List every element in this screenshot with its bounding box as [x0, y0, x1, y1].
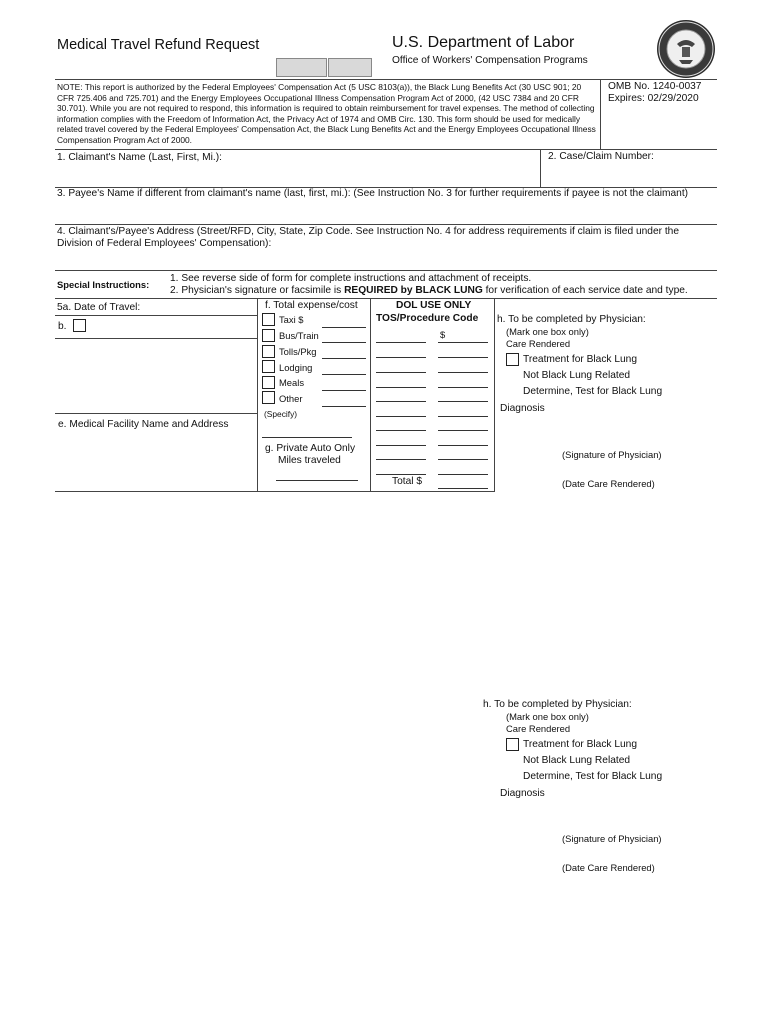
amt-line-4: [438, 387, 488, 388]
dol-dollar-sign: $: [440, 329, 446, 340]
rule-top: [55, 79, 717, 80]
form-title: Medical Travel Refund Request: [57, 37, 260, 53]
not-black-lung-label-2: Not Black Lung Related: [523, 755, 631, 766]
physician-title: h. To be completed by Physician:: [497, 314, 646, 325]
treatment-black-lung-checkbox[interactable]: [506, 353, 519, 366]
special-instructions-label: Special Instructions:: [57, 279, 150, 290]
determine-test-label-2: Determine, Test for Black Lung: [523, 771, 663, 782]
taxi-checkbox[interactable]: [262, 313, 275, 326]
physician-care-rendered-2: Care Rendered: [506, 723, 571, 734]
bus-train-checkbox[interactable]: [262, 329, 275, 342]
other-checkbox[interactable]: [262, 391, 275, 404]
special-instruction-1: 1. See reverse side of form for complete instructions and attachment of receipts.: [170, 273, 532, 284]
diagnosis-field-2[interactable]: Diagnosis: [500, 788, 545, 799]
tos-line-9: [376, 459, 426, 460]
tos-line-8: [376, 445, 426, 446]
tos-line-7: [376, 430, 426, 431]
amt-line-2: [438, 357, 488, 358]
physician-title-2: h. To be completed by Physician:: [483, 699, 632, 710]
bus-train-label: Bus/Train: [279, 330, 319, 341]
special-instruction-2: [170, 285, 688, 297]
rule-1: [55, 149, 717, 150]
rule-date: [55, 315, 257, 316]
amt-line-8: [438, 445, 488, 446]
agency-name: U.S. Department of Labor: [392, 34, 575, 51]
bus-train-amount-line: [322, 342, 366, 343]
date-care-rendered-field[interactable]: (Date Care Rendered): [562, 478, 655, 489]
physician-signature-field[interactable]: (Signature of Physician): [562, 449, 662, 460]
date-of-travel-field[interactable]: 5a. Date of Travel:: [57, 302, 141, 313]
rule-table-top: [55, 298, 717, 299]
taxi-label: Taxi $: [279, 314, 304, 325]
amt-line-9: [438, 459, 488, 460]
rule-case-divider: [540, 149, 541, 187]
tos-line-3: [376, 372, 426, 373]
rule-b: [55, 338, 257, 339]
tolls-checkbox[interactable]: [262, 345, 275, 358]
rule-col-a: [257, 298, 258, 491]
lodging-amount-line: [322, 374, 366, 375]
meals-label: Meals: [279, 377, 305, 388]
address-field[interactable]: 4. Claimant's/Payee's Address (Street/RFD, City, State, Zip Code. See Instruction No. 4 for address requirements if claim is filed under the Division of Federal Employees' Compensation):: [57, 226, 680, 249]
meals-checkbox[interactable]: [262, 376, 275, 389]
amt-line-10: [438, 474, 488, 475]
case-number-field[interactable]: 2. Case/Claim Number:: [548, 151, 654, 162]
treatment-black-lung-checkbox-2[interactable]: [506, 738, 519, 751]
amt-line-3: [438, 372, 488, 373]
special-instruction-2-pre: 2. Physician's signature or facsimile is: [170, 285, 345, 296]
physician-signature-field-2[interactable]: (Signature of Physician): [562, 833, 662, 844]
private-auto-label: g. Private Auto Only: [265, 443, 356, 454]
tos-line-1: [376, 342, 426, 343]
claimant-name-field[interactable]: 1. Claimant's Name (Last, First, Mi.):: [57, 152, 222, 163]
form-button-right[interactable]: [328, 58, 372, 77]
determine-test-label: Determine, Test for Black Lung: [523, 386, 663, 397]
medical-facility-field[interactable]: e. Medical Facility Name and Address: [58, 419, 229, 430]
tos-line-4: [376, 387, 426, 388]
tos-line-10: [376, 474, 426, 475]
physician-mark-note: (Mark one box only): [506, 326, 589, 337]
tolls-amount-line: [322, 358, 366, 359]
office-name: Office of Workers' Compensation Programs: [392, 55, 588, 66]
treatment-black-lung-label: Treatment for Black Lung: [523, 354, 638, 365]
specify-label: (Specify): [264, 409, 298, 419]
lodging-checkbox[interactable]: [262, 360, 275, 373]
special-instruction-2-post: for verification of each service date and type.: [482, 285, 688, 296]
physician-mark-note-2: (Mark one box only): [506, 711, 589, 722]
rule-4: [55, 270, 717, 271]
miles-traveled-label: Miles traveled: [278, 455, 341, 466]
date-care-rendered-field-2[interactable]: (Date Care Rendered): [562, 862, 655, 873]
payee-name-field[interactable]: 3. Payee's Name if different from claimant's name (last, first, mi.): (See Instruction No. 3 for further requirements if payee is not the claimant): [57, 188, 689, 199]
miles-line: [276, 480, 358, 481]
tos-line-6: [376, 416, 426, 417]
special-instruction-2-bold: REQUIRED by BLACK LUNG: [344, 285, 483, 296]
amt-line-5: [438, 401, 488, 402]
expense-header: f. Total expense/cost: [265, 300, 358, 311]
total-label: Total $: [392, 476, 423, 487]
not-black-lung-label: Not Black Lung Related: [523, 370, 631, 381]
omb-number: OMB No. 1240-0037: [608, 81, 702, 92]
amt-line-7: [438, 430, 488, 431]
specify-line: [262, 437, 352, 438]
dol-use-only-header: DOL USE ONLY: [396, 300, 472, 311]
taxi-amount-line: [322, 327, 366, 328]
treatment-black-lung-label-2: Treatment for Black Lung: [523, 739, 638, 750]
meals-amount-line: [322, 390, 366, 391]
b-label: b.: [58, 321, 67, 332]
rule-facility: [55, 413, 257, 414]
total-line: [438, 488, 488, 489]
rule-note-divider: [600, 79, 601, 149]
privacy-note: NOTE: This report is authorized by the Federal Employees' Compensation Act (5 USC 8103(a)), the Black Lung Benefits Act (30 USC 901; 20 CFR 725.406 and 725.701) and the Energy Employees Occupational Illness Compensation Program Act of 2000, (42 USC 7384 and 20 CFR 30.701). While you are not required to respond, this information is required to obtain reimbursement for travel expenses. The method of collecting information complies with the Freedom of Information Act, the Privacy Act of 1974 and OMB Circ. 130. This form should be used for medically related travel covered by the Federal Employees' Compensation Act, the Black Lung Benefits Act and the Energy Employees Occupational Illness Compensation Program Act of 2000.: [57, 82, 596, 145]
other-amount-line: [322, 406, 366, 407]
form-button-left[interactable]: [276, 58, 327, 77]
dol-seal-logo: [657, 20, 715, 78]
rule-col-c: [494, 298, 495, 491]
tos-line-5: [376, 401, 426, 402]
omb-expiry: Expires: 02/29/2020: [608, 93, 699, 104]
diagnosis-field[interactable]: Diagnosis: [500, 403, 545, 414]
rule-3: [55, 224, 717, 225]
tos-procedure-header: TOS/Procedure Code: [376, 313, 479, 324]
amt-line-1: [438, 342, 488, 343]
lodging-label: Lodging: [279, 362, 313, 373]
tolls-label: Tolls/Pkg: [279, 346, 317, 357]
other-label: Other: [279, 393, 303, 404]
amt-line-6: [438, 416, 488, 417]
rule-col-b: [370, 298, 371, 491]
b-checkbox[interactable]: [73, 319, 86, 332]
rule-table-bottom: [55, 491, 495, 492]
physician-care-rendered: Care Rendered: [506, 338, 571, 349]
tos-line-2: [376, 357, 426, 358]
